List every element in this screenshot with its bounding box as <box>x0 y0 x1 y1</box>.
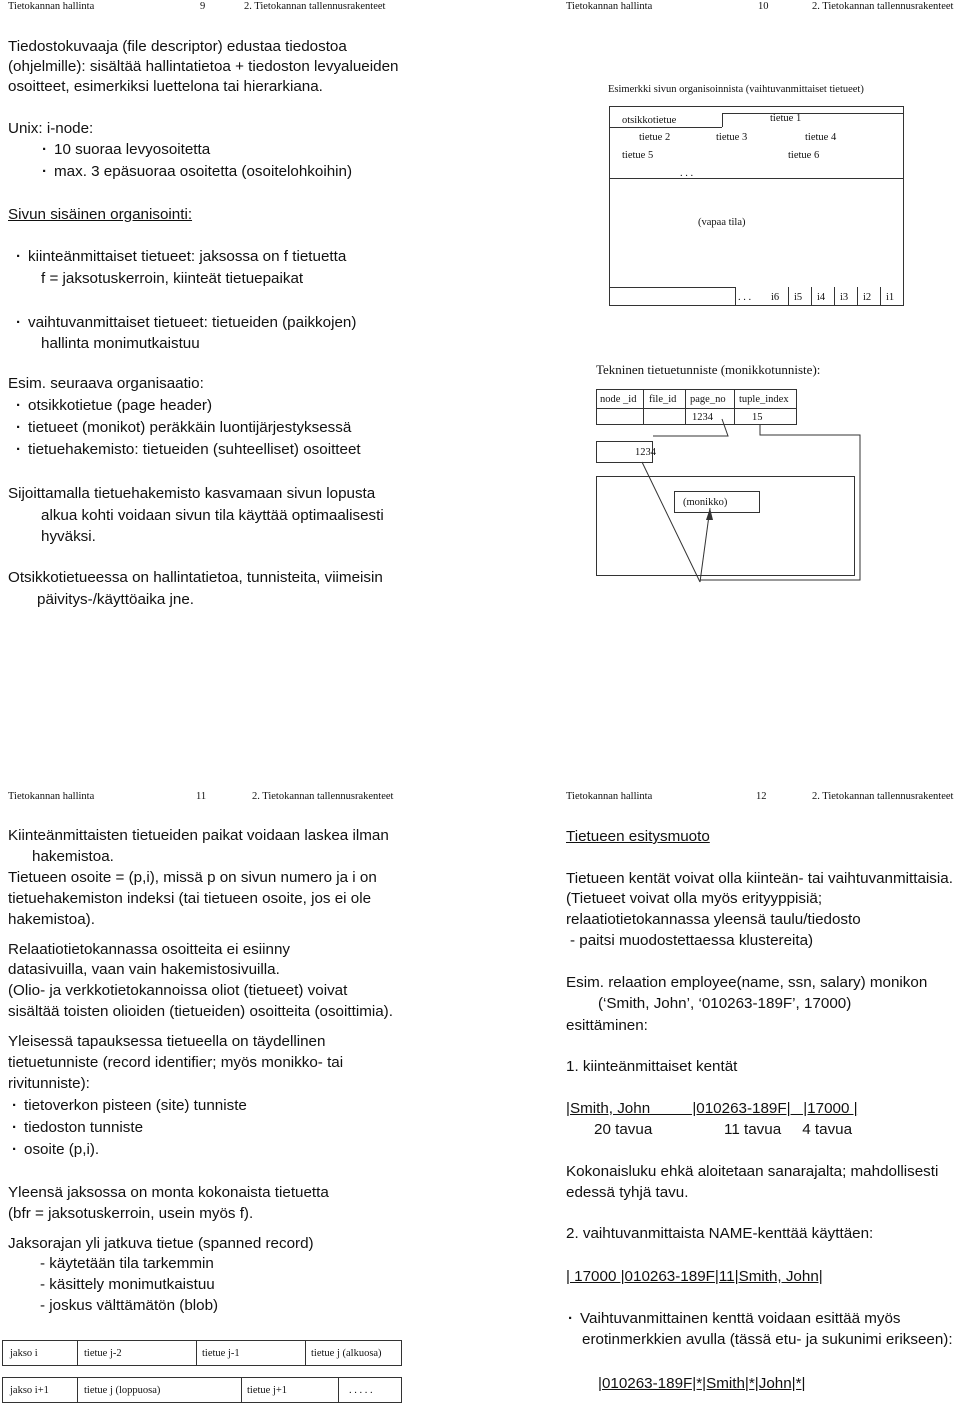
directory-entry: i3 <box>840 292 849 303</box>
text-line: Yleisessä tapauksessa tietueella on täydellinen <box>8 1033 326 1050</box>
slide-11 <box>0 790 480 1411</box>
slide-header <box>8 1 480 15</box>
page-label: tietue 2 <box>639 132 671 143</box>
chapter-title: 2. Tietokannan tallennusrakenteet <box>812 1 954 12</box>
text-line: esittäminen: <box>566 1017 648 1034</box>
bullet-item: · vaihtuvanmittaiset tietueet: tietueiden (paikkojen) <box>16 313 356 333</box>
chapter-title: 2. Tietokannan tallennusrakenteet <box>244 1 386 12</box>
chapter-title: 2. Tietokannan tallennusrakenteet <box>252 791 394 802</box>
tid-title: Tekninen tietuetunniste (monikkotunniste): <box>596 362 821 377</box>
text-line: osoitteet, esimerkiksi luettelona tai hierarkiana. <box>8 78 323 95</box>
page-number-value: 1234 <box>635 447 656 458</box>
text-line: (Olio- ja verkkotietokannoissa oliot (tietueet) voivat <box>8 982 348 999</box>
block-cell: jakso i <box>10 1348 38 1359</box>
block-row-2 <box>2 1377 402 1403</box>
block-cell: jakso i+1 <box>10 1385 49 1396</box>
text-line: hallinta monimutkaistuu <box>41 335 200 352</box>
text-line: (bfr = jaksotuskerroin, usein myös f). <box>8 1205 254 1222</box>
tid-header: tuple_index <box>739 394 789 405</box>
text-line: hyväksi. <box>41 528 96 545</box>
text-line: Kiinteänmittaisten tietueiden paikat voidaan laskea ilman <box>8 827 389 844</box>
page-label: otsikkotietue <box>622 115 677 126</box>
bullet-item: · tietoverkon pisteen (site) tunniste <box>12 1096 247 1116</box>
text-line: hakemistoa. <box>32 848 114 865</box>
block-divider <box>241 1378 242 1402</box>
course-title: Tietokannan hallinta <box>8 1 95 12</box>
text-line: 1. kiinteänmittaiset kentät <box>566 1058 738 1075</box>
course-title: Tietokannan hallinta <box>566 1 653 12</box>
fixed-record: |Smith, John |010263-189F| |17000 | <box>566 1100 858 1117</box>
bullet-item: · 10 suoraa levyosoitetta <box>42 140 210 160</box>
chapter-title: 2. Tietokannan tallennusrakenteet <box>812 791 954 802</box>
page-label: tietue 1 <box>770 113 802 124</box>
page-number: 10 <box>758 1 769 12</box>
text-line: datasivuilla, vaan vain hakemistosivuilla. <box>8 961 280 978</box>
page-label: tietue 6 <box>788 150 820 161</box>
text-line: sisältää toisten olioiden (tietueiden) osoitteita (osoittimia). <box>8 1003 393 1020</box>
delimited-record: |010263-189F|*|Smith|*|John|*| <box>598 1375 806 1392</box>
course-title: Tietokannan hallinta <box>566 791 653 802</box>
text-line: alkua kohti voidaan sivun tila käyttää optimaalisesti <box>41 507 384 524</box>
bullet-item: · tietuehakemisto: tietueiden (suhteelliset) osoitteet <box>16 440 361 460</box>
bullet-item: · kiinteänmittaiset tietueet: jaksossa on f tietuetta <box>16 247 346 267</box>
bullet-item: · osoite (p,i). <box>12 1140 99 1160</box>
bullet-item: · tiedoston tunniste <box>12 1118 143 1138</box>
text-line: hakemistoa). <box>8 911 95 928</box>
block-cell: tietue j (alkuosa) <box>311 1348 382 1359</box>
text-line: f = jaksotuskerroin, kiinteät tietuepaikat <box>41 270 304 287</box>
text-line: tietuetunniste (record identifier; myös monikko- tai <box>8 1054 344 1071</box>
text-line: (‘Smith, John’, ‘010263-189F’, 17000) <box>598 995 852 1012</box>
text-line: (ohjelmille): sisältää hallintatietoa + tiedoston levyalueiden <box>8 58 399 75</box>
tid-value: 15 <box>752 412 763 423</box>
text-line: - joskus välttämätön (blob) <box>40 1297 219 1314</box>
bullet-item: · max. 3 epäsuoraa osoitetta (osoitelohkoihin) <box>42 162 352 182</box>
text-line: tietuehakemiston indeksi (tai tietueen osoite, jos ei ole <box>8 890 372 907</box>
text-line: rivitunniste): <box>8 1075 90 1092</box>
slide-12 <box>560 790 960 1411</box>
page-label: tietue 4 <box>805 132 837 143</box>
text-line: 2. vaihtuvanmittaista NAME-kenttää käyttäen: <box>566 1225 874 1242</box>
text-line: (Tietueet voivat olla myös erityyppisiä; <box>566 890 823 907</box>
text-line: - käytetään tila tarkemmin <box>40 1255 214 1272</box>
text-line: Relaatiotietokannassa osoitteita ei esiinny <box>8 941 290 958</box>
text-line: päivitys-/käyttöaika jne. <box>37 591 195 608</box>
text-line: - käsittely monimutkaistuu <box>40 1276 215 1293</box>
text-line: Esim. relaation employee(name, ssn, salary) monikon <box>566 974 928 991</box>
text-line: Yleensä jaksossa on monta kokonaista tietuetta <box>8 1184 329 1201</box>
variable-record: | 17000 |010263-189F|11|Smith, John| <box>566 1268 823 1285</box>
text-line: Tietueen kentät voivat olla kiinteän- tai vaihtuvanmittaisia. <box>566 870 953 887</box>
tid-header: page_no <box>690 394 726 405</box>
tid-header: file_id <box>649 394 677 405</box>
page-number: 12 <box>756 791 767 802</box>
page-number: 9 <box>200 1 206 12</box>
text-line: Tietueen osoite = (p,i), missä p on sivun numero ja i on <box>8 869 377 886</box>
text-line: - paitsi muodostettaessa klustereita) <box>570 932 814 949</box>
tid-header: node _id <box>600 394 637 405</box>
block-cell: . . . . . <box>349 1385 373 1396</box>
text-line: Kokonaisluku ehkä aloitetaan sanarajalta; mahdollisesti <box>566 1163 939 1180</box>
tid-value: 1234 <box>692 412 713 423</box>
text-line: relaatiotietokannassa yleensä taulu/tiedosto <box>566 911 861 928</box>
directory-entry: i4 <box>817 292 826 303</box>
field-sizes: 20 tavua 11 tavua 4 tavua <box>594 1121 853 1138</box>
text-line: erotinmerkkien avulla (tässä etu- ja sukunimi erikseen): <box>582 1331 953 1348</box>
section-heading: Tietueen esitysmuoto <box>566 828 710 845</box>
page-label: . . . <box>680 168 694 179</box>
text-line: Tiedostokuvaaja (file descriptor) edustaa tiedostoa <box>8 38 347 55</box>
pointer-arrows <box>560 0 960 705</box>
block-divider <box>305 1341 306 1365</box>
record-label: (monikko) <box>683 497 728 508</box>
block-cell: tietue j (loppuosa) <box>84 1385 161 1396</box>
block-divider <box>77 1378 78 1402</box>
block-divider <box>338 1378 339 1402</box>
page-label: tietue 3 <box>716 132 748 143</box>
text-line: Sijoittamalla tietuehakemisto kasvamaan sivun lopusta <box>8 485 376 502</box>
block-cell: tietue j+1 <box>247 1385 288 1396</box>
block-cell: tietue j-1 <box>202 1348 240 1359</box>
directory-entry: i5 <box>794 292 803 303</box>
text-line: Unix: i-node: <box>8 120 94 137</box>
text-line: edessä tyhjä tavu. <box>566 1184 689 1201</box>
course-title: Tietokannan hallinta <box>8 791 95 802</box>
text-line: Jaksorajan yli jatkuva tietue (spanned record) <box>8 1235 314 1252</box>
page-label: tietue 5 <box>622 150 654 161</box>
bullet-item: · Vaihtuvanmittainen kenttä voidaan esittää myös <box>568 1309 901 1329</box>
text-line: Otsikkotietueessa on hallintatietoa, tunnisteita, viimeisin <box>8 569 383 586</box>
section-heading: Sivun sisäinen organisointi: <box>8 206 193 223</box>
slide-10 <box>560 0 960 705</box>
directory-entry: i2 <box>863 292 872 303</box>
slide-9 <box>0 0 480 705</box>
slide-header <box>566 791 960 805</box>
block-row-1 <box>2 1340 402 1366</box>
block-divider <box>77 1341 78 1365</box>
directory-entry: . . . <box>738 292 752 303</box>
block-cell: tietue j-2 <box>84 1348 122 1359</box>
page-number: 11 <box>196 791 207 802</box>
block-divider <box>196 1341 197 1365</box>
text-line: Esim. seuraava organisaatio: <box>8 375 204 392</box>
slide-header <box>8 791 480 805</box>
bullet-item: · otsikkotietue (page header) <box>16 396 212 416</box>
bullet-item: · tietueet (monikot) peräkkäin luontijärjestyksessä <box>16 418 351 438</box>
diagram-caption: Esimerkki sivun organisoinnista (vaihtuvanmittaiset tietueet) <box>608 84 864 95</box>
free-space-label: (vapaa tila) <box>698 217 746 228</box>
directory-entry: i6 <box>771 292 780 303</box>
directory-entry: i1 <box>886 292 895 303</box>
